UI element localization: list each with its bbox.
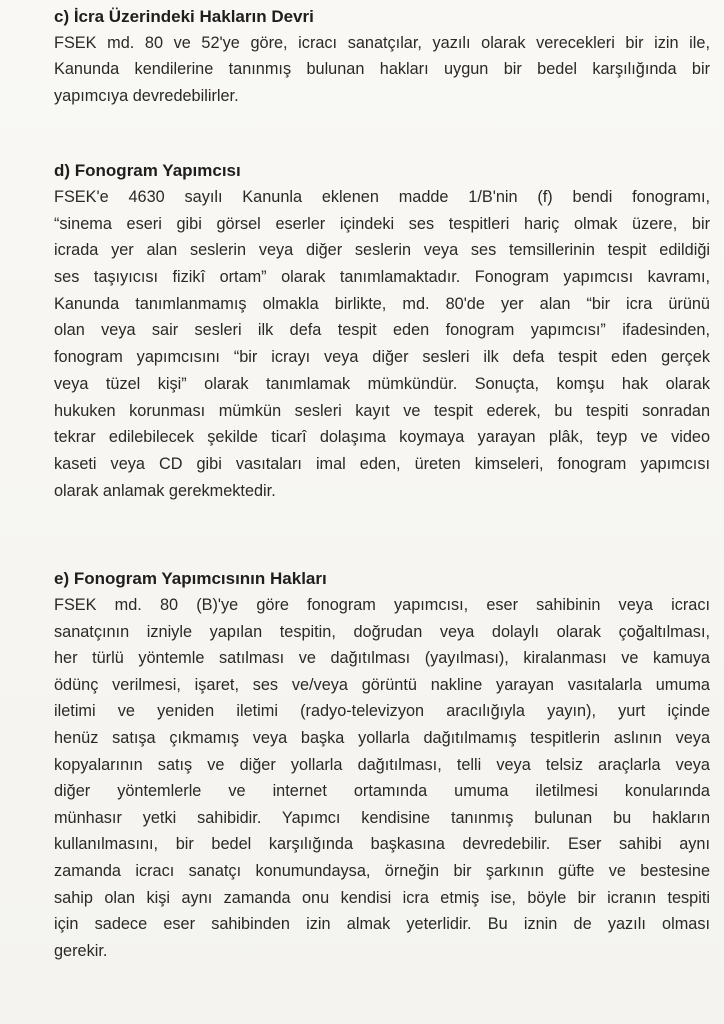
- paragraph-line: tekrar edilebilecek şekilde ticarî dolaşıma koymaya yarayan plâk, teyp ve video: [54, 428, 710, 447]
- paragraph-line: olan veya sair sesleri ilk defa tespit eden fonogram yapımcısı” ifadesinden,: [54, 321, 710, 340]
- paragraph-line: diğer yöntemlerle ve internet ortamında umuma iletilmesi konularında: [54, 782, 710, 801]
- paragraph-line: her türlü yöntemle satılması ve dağıtılması (yayılması), kiralanması ve kamuya: [54, 649, 710, 668]
- paragraph-line: gerekir.: [54, 941, 108, 960]
- paragraph-line: “sinema eseri gibi görsel eserler içindeki ses tespitleri hariç olmak üzere, bir: [54, 214, 710, 233]
- paragraph-line: icrada yer alan seslerin veya diğer seslerin veya ses temsillerinin tespit edildiği: [54, 241, 710, 260]
- paragraph-line: FSEK md. 80 (B)'ye göre fonogram yapımcısı, eser sahibinin veya icracı: [54, 596, 710, 614]
- paragraph-line: kaseti veya CD gibi vasıtaları imal eden, üreten kimseleri, fonogram yapımcısı: [54, 454, 710, 473]
- paragraph-line: sahip olan kişi aynı zamanda onu kendisi icra etmiş ise, böyle bir icranın tespiti: [54, 888, 710, 907]
- paragraph-line: FSEK md. 80 ve 52'ye göre, icracı sanatçılar, yazılı olarak verecekleri bir izin ile,: [54, 34, 710, 52]
- paragraph-line: olarak anlamak gerekmektedir.: [54, 481, 276, 500]
- section-e: [54, 566, 710, 964]
- paragraph-line: ses taşıyıcısı fizikî ortam” olarak tanımlamaktadır. Fonogram yapımcısı kavramı,: [54, 268, 710, 287]
- section-heading: c) İcra Üzerindeki Hakların Devri: [54, 7, 314, 26]
- paragraph-line: kopyalarının satış ve diğer yollarla dağıtılması, telli veya telsiz araçlarla veya: [54, 755, 710, 774]
- section-c: [54, 4, 710, 109]
- paragraph-line: hukuken korunması mümkün sesleri kayıt ve tespit ederek, bu tespiti sonradan: [54, 401, 710, 420]
- paragraph-line: Kanunda kendilerine tanınmış bulunan hakları uygun bir bedel karşılığında bir: [54, 60, 710, 79]
- paragraph-line: FSEK'e 4630 sayılı Kanunla eklenen madde 1/B'nin (f) bendi fonogramı,: [54, 188, 710, 206]
- paragraph-line: kullanılmasını, bir bedel karşılığında başkasına devredebilir. Eser sahibi aynı: [54, 835, 710, 854]
- paragraph-line: henüz satışa çıkmamış veya başka yollarla dağıtılmamış tespitlerin aslının veya: [54, 728, 710, 747]
- section-heading: d) Fonogram Yapımcısı: [54, 161, 241, 180]
- section-heading: e) Fonogram Yapımcısının Hakları: [54, 569, 327, 588]
- paragraph-line: veya tüzel kişi” olarak tanımlamak mümkündür. Sonuçta, komşu hak olarak: [54, 374, 710, 393]
- paragraph-line: zamanda icracı sanatçı konumundaysa, örneğin bir şarkının güfte ve bestesine: [54, 861, 710, 880]
- section-d: [54, 158, 710, 504]
- paragraph-line: iletimi ve yeniden iletimi (radyo-televizyon aracılığıyla yayın), yurt içinde: [54, 702, 710, 721]
- paragraph-line: Kanunda tanımlanmamış olmakla birlikte, md. 80'de yer alan “bir icra ürünü: [54, 294, 710, 313]
- paragraph-line: sanatçının izniyle yapılan tespitin, doğrudan veya dolaylı olarak çoğaltılması,: [54, 622, 710, 641]
- paragraph-line: fonogram yapımcısını “bir icrayı veya diğer sesleri ilk defa tespit eden gerçek: [54, 348, 710, 367]
- paragraph-line: yapımcıya devredebilirler.: [54, 86, 239, 105]
- paragraph-line: ödünç verilmesi, işaret, ses ve/veya görüntü nakline yarayan vasıtalarla umuma: [54, 675, 710, 694]
- paragraph-line: için sadece eser sahibinden izin almak yeterlidir. Bu iznin de yazılı olması: [54, 915, 710, 934]
- paragraph-line: münhasır yetki sahibidir. Yapımcı kendisine tanınmış bulunan bu hakların: [54, 808, 710, 827]
